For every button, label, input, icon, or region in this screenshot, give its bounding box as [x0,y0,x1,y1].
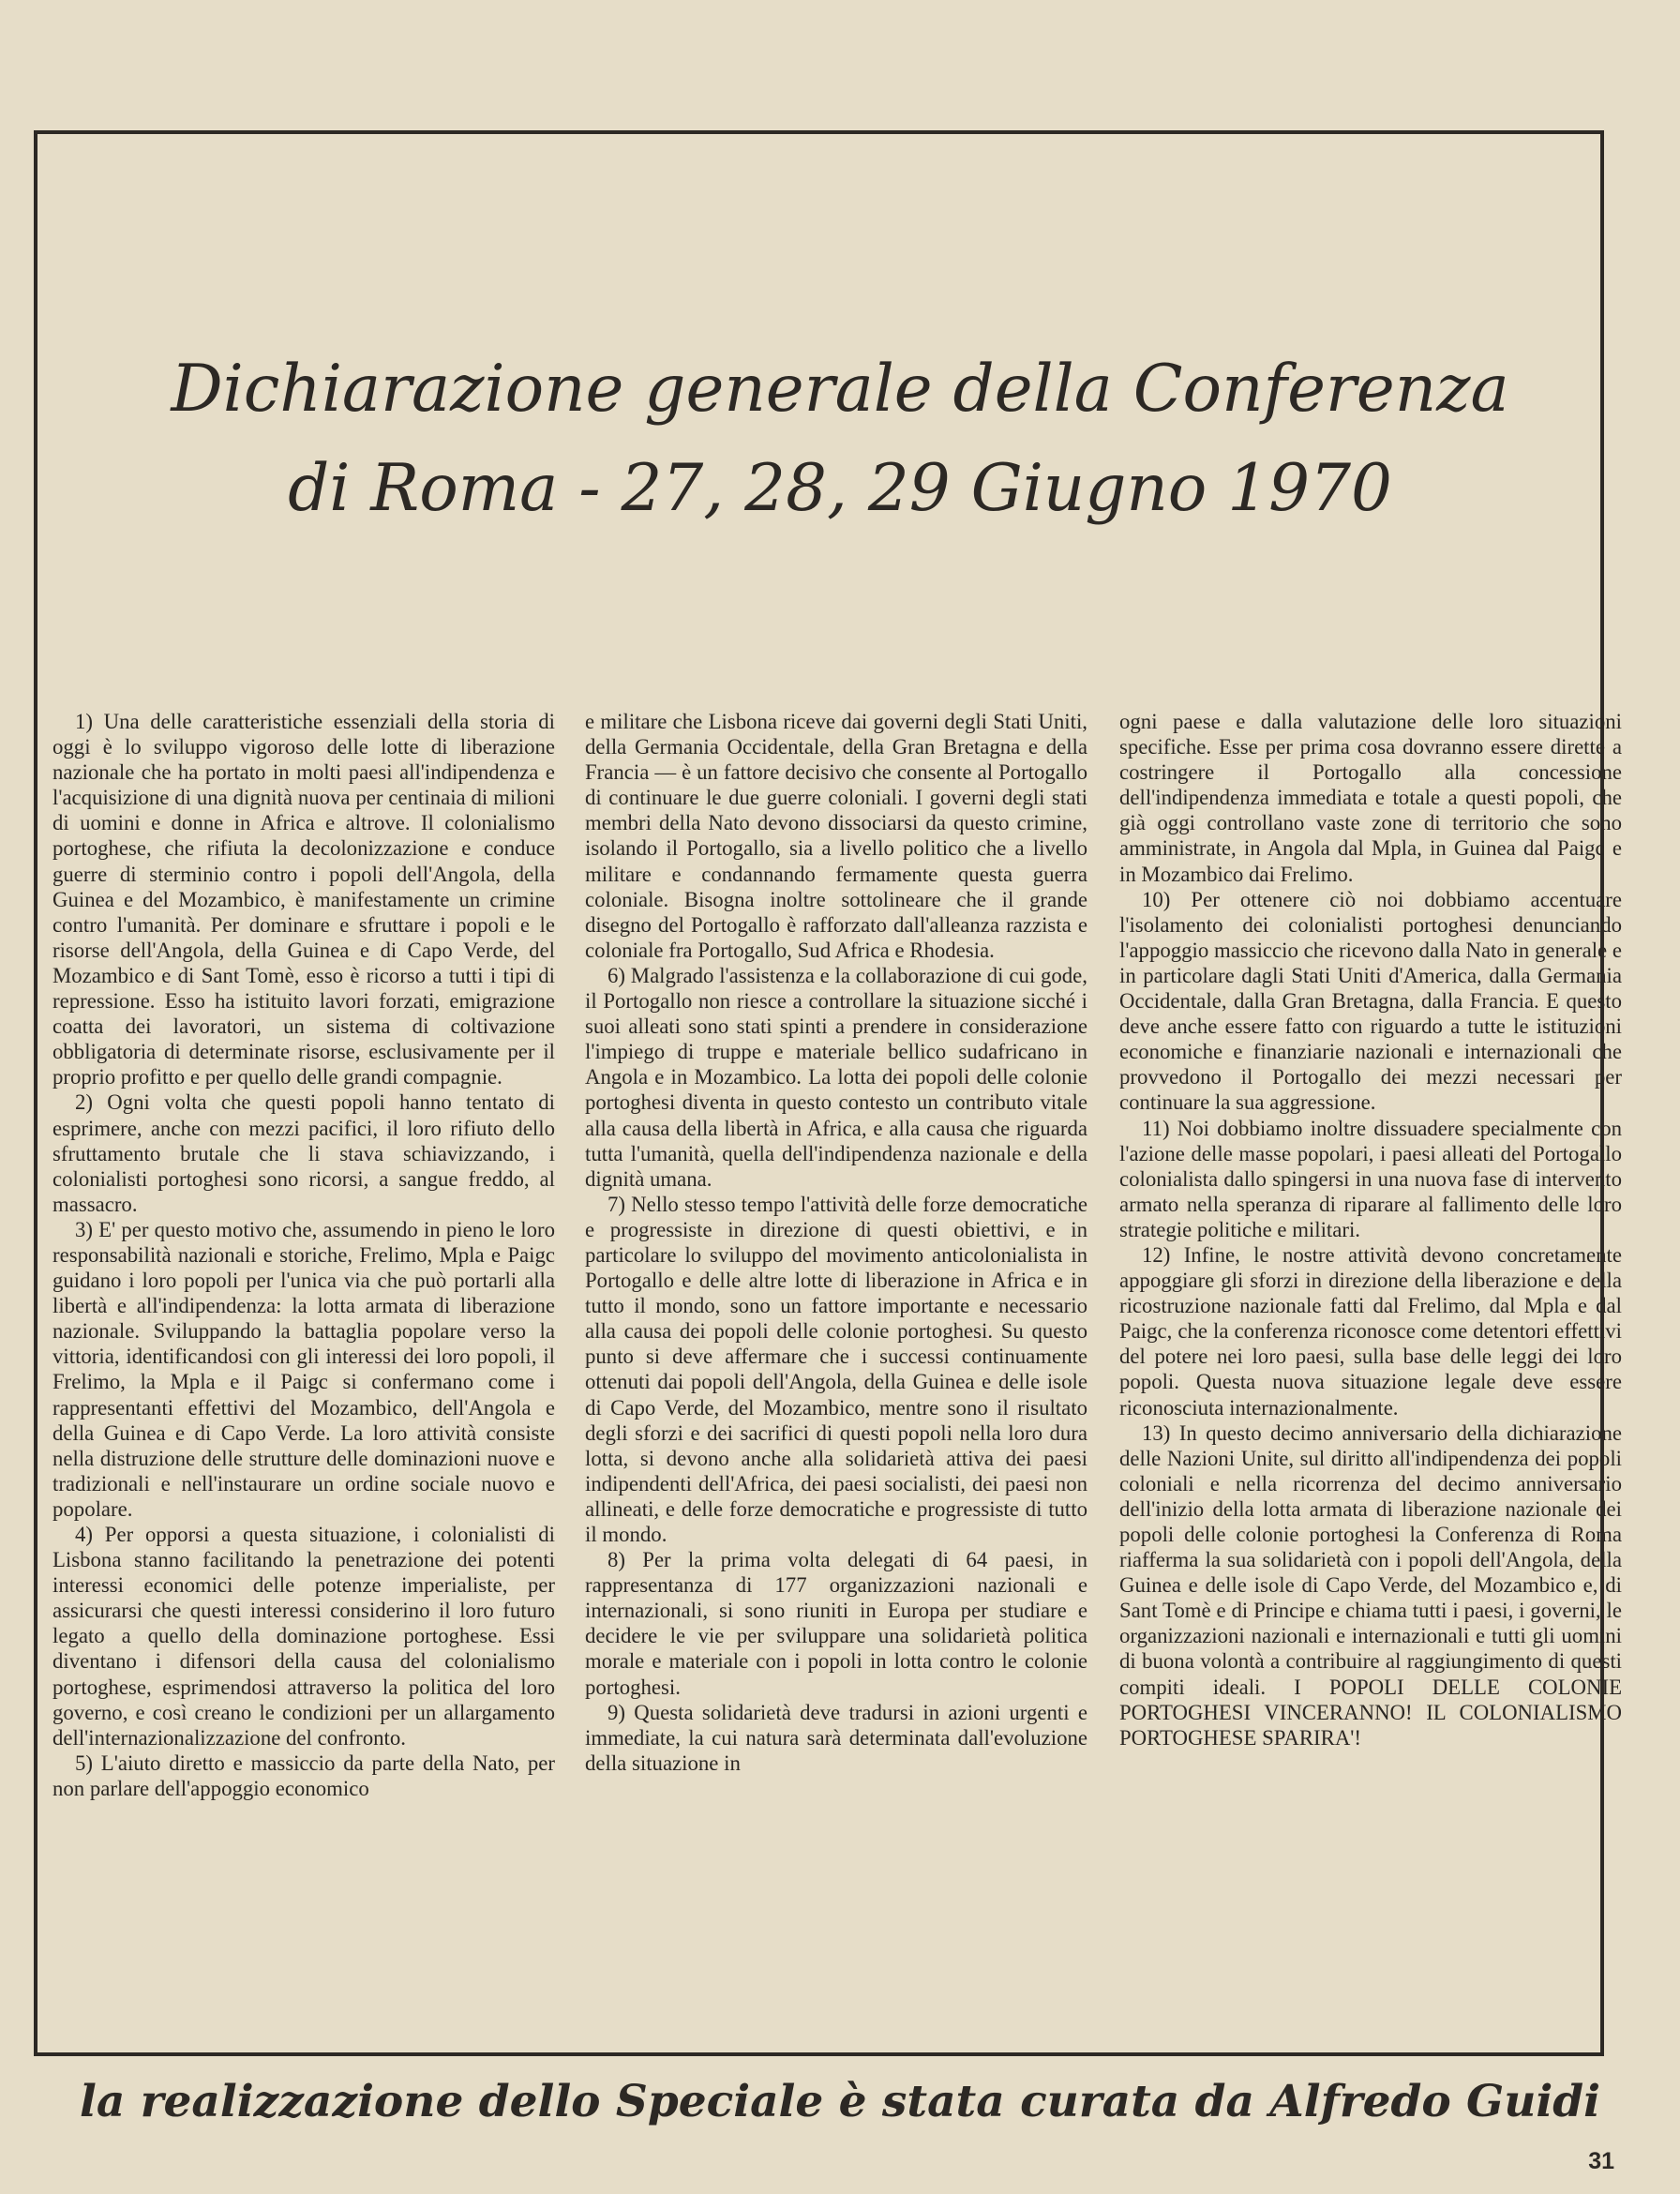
paragraph: 10) Per ottenere ciò noi dobbiamo accentuare l'isolamento dei colonialisti portoghesi denunciando l'appoggio massiccio che ricevono dalla Nato in generale e in particolare dagli Stati Uniti d'America, dalla Germania Occidentale, dalla Gran Bretagna, dalla Francia. E questo deve anche essere fatto con riguardo a tutte le istituzioni economiche e finanziarie nazionali e internazionali che provvedono il Portogallo dei mezzi necessari per continuare la sua aggressione. [1119,887,1622,1115]
credit-line: la realizzazione dello Speciale è stata curata da Alfredo Guidi [80,2076,1600,2127]
text-column-3 [1119,709,1622,1751]
paragraph: 6) Malgrado l'assistenza e la collaborazione di cui gode, il Portogallo non riesce a controllare la situazione sicché i suoi alleati sono stati spinti a prendere in considerazione l'impiego di truppe e materiale bellico sudafricano in Angola e in Mozambico. La lotta dei popoli delle colonie portoghesi diventa in questo contesto un contributo vitale alla causa della libertà in Africa, e alla causa che riguarda tutta l'umanità, quella dell'indipendenza nazionale e della dignità umana. [585,963,1088,1191]
page-number: 31 [1588,2148,1614,2174]
paragraph: 7) Nello stesso tempo l'attività delle forze democratiche e progressiste in direzione di questi obiettivi, e in particolare lo sviluppo del movimento anticolonialista in Portogallo e delle altre lotte di liberazione in Africa e in tutto il mondo, sono un fattore importante e necessario alla causa dei popoli delle colonie portoghesi. Su questo punto si deve affermare che i successi continuamente ottenuti dai popoli dell'Angola, della Guinea e delle isole di Capo Verde, del Mozambico, mentre sono il risultato degli sforzi e dei sacrifici di questi popoli nella loro dura lotta, si devono anche alla solidarietà attiva dei paesi indipendenti dell'Africa, dei paesi socialisti, dei paesi non allineati, e delle forze democratiche e progressiste di tutto il mondo. [585,1192,1088,1546]
paragraph: 11) Noi dobbiamo inoltre dissuadere specialmente con l'azione delle masse popolari, i paesi alleati del Portogallo colonialista dallo spingersi in una nuova fase di intervento armato nella speranza di riparare al fallimento delle loro strategie politiche e militari. [1119,1116,1622,1241]
paragraph: 3) E' per questo motivo che, assumendo in pieno le loro responsabilità nazionali e storiche, Frelimo, Mpla e Paigc guidano i loro popoli per l'unica via che può portarli alla libertà e all'indipendenza: la lotta armata di liberazione nazionale. Sviluppando la battaglia popolare verso la vittoria, identificandosi con gli interessi dei loro popoli, il Frelimo, la Mpla e il Paigc si confermano come i rappresentanti effettivi del Mozambico, dell'Angola e della Guinea e di Capo Verde. La loro attività consiste nella distruzione delle strutture delle dominazioni nuove e tradizionali e nell'instaurare un ordine sociale nuovo e popolare. [52,1217,555,1521]
text-column-2 [585,709,1088,1776]
paragraph: 13) In questo decimo anniversario della dichiarazione delle Nazioni Unite, sul diritto all'indipendenza dei popoli coloniali e nella ricorrenza del decimo anniversario dell'inizio della lotta armata di liberazione nazionale dei popoli delle colonie portoghesi la Conferenza di Roma riafferma la sua solidarietà con i popoli dell'Angola, della Guinea e delle isole di Capo Verde, del Mozambico e, di Sant Tomè e di Principe e chiama tutti i paesi, i governi, le organizzazioni nazionali e internazionali e tutti gli uomini di buona volontà a contribuire al raggiungimento di questi compiti ideali. I POPOLI DELLE COLONIE PORTOGHESI VINCERANNO! IL COLONIALISMO PORTOGHESE SPARIRA'! [1119,1420,1622,1750]
paragraph-continued: ogni paese e dalla valutazione delle loro situazioni specifiche. Esse per prima cosa dovranno essere dirette a costringere il Portogallo alla concessione dell'indipendenza immediata e totale a questi popoli, che già oggi controllano vaste zone di territorio che sono amministrate, in Angola dal Mpla, in Guinea dal Paigc e in Mozambico dai Frelimo. [1119,710,1622,886]
paragraph: 12) Infine, le nostre attività devono concretamente appoggiare gli sforzi in direzione della liberazione e della ricostruzione nazionale fatti dal Frelimo, dal Mpla e dal Paigc, che la conferenza riconosce come detentori effettivi del potere nei loro paesi, sulla base delle leggi dei loro popoli. Questa nuova situazione legale deve essere riconosciuta internazionalmente. [1119,1242,1622,1420]
paragraph: 8) Per la prima volta delegati di 64 paesi, in rappresentanza di 177 organizzazioni nazionali e internazionali, si sono riuniti in Europa per studiare e decidere le vie per sviluppare una solidarietà politica morale e materiale con i popoli in lotta contro le colonie portoghesi. [585,1548,1088,1699]
text-column-1 [52,709,555,1801]
paragraph: 2) Ogni volta che questi popoli hanno tentato di esprimere, anche con mezzi pacifici, il loro rifiuto dello sfruttamento brutale che li stava schiavizzando, i colonialisti portoghesi sono ricorsi, a sangue freddo, al massacro. [52,1090,555,1216]
title-line-2: di Roma - 27, 28, 29 Giugno 1970 [288,451,1392,526]
title-line-1: Dichiarazione generale della Conferenza [171,352,1509,427]
paragraph: 1) Una delle caratteristiche essenziali della storia di oggi è lo sviluppo vigoroso delle lotte di liberazione nazionale che ha portato in molti paesi all'indipendenza e l'acquisizione di una dignità nuova per centinaia di milioni di uomini e donne in Africa e altrove. Il colonialismo portoghese, che rifiuta la decolonizzazione e conduce guerre di sterminio contro i popoli dell'Angola, della Guinea e del Mozambico, è manifestamente un crimine contro l'umanità. Per dominare e sfruttare i popoli e le risorse dell'Angola, della Guinea e di Capo Verde, del Mozambico e di Sant Tomè, esso è ricorso a tutti i tipi di repressione. Esso ha istituito lavori forzati, emigrazione coatta dei lavoratori, un sistema di coltivazione obbligatoria di determinate risorse, esclusivamente per il proprio profitto e per quello delle grandi compagnie. [52,710,555,1089]
article-body [52,709,1624,2031]
paragraph-continued: e militare che Lisbona riceve dai governi degli Stati Uniti, della Germania Occidentale, della Gran Bretagna e della Francia — è un fattore decisivo che consente al Portogallo di continuare le due guerre coloniali. I governi degli stati membri della Nato devono dissociarsi da questo crimine, isolando il Portogallo, sia a livello politico che a livello militare e condannando fermamente questa guerra coloniale. Bisogna inoltre sottolineare che il grande disegno del Portogallo è rafforzato dall'alleanza razzista e coloniale fra Portogallo, Sud Africa e Rhodesia. [585,710,1088,962]
article-title [0,339,1680,538]
paragraph: 5) L'aiuto diretto e massiccio da parte della Nato, per non parlare dell'appoggio economico [52,1751,555,1800]
paragraph: 9) Questa solidarietà deve tradursi in azioni urgenti e immediate, la cui natura sarà determinata dall'evoluzione della situazione in [585,1700,1088,1775]
paragraph: 4) Per opporsi a questa situazione, i colonialisti di Lisbona stanno facilitando la penetrazione dei potenti interessi economici delle potenze imperialiste, per assicurarsi che questi interessi considerino il loro futuro legato a quello della dominazione portoghese. Essi diventano i difensori della causa del colonialismo portoghese, esprimendosi attraverso la politica del loro governo, e così creano le condizioni per un allargamento dell'internazionalizzazione del confronto. [52,1523,555,1750]
